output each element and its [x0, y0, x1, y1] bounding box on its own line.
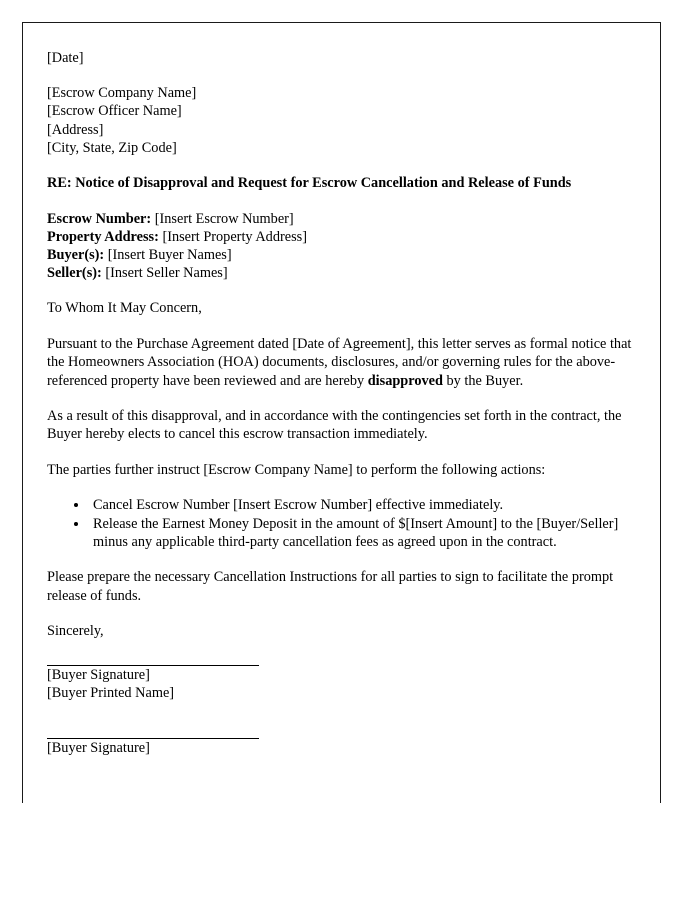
- paragraph-prepare-instructions: Please prepare the necessary Cancellation Instructions for all parties to sign to facilitate the prompt release of funds.: [47, 569, 614, 604]
- reference-field-buyers: [47, 246, 636, 264]
- paragraph-text-part-2: by the Buyer.: [442, 372, 524, 389]
- reference-fields-block: [47, 210, 636, 283]
- field-value: [Insert Property Address]: [162, 228, 307, 245]
- recipient-line: [Address]: [47, 121, 104, 138]
- field-label: Seller(s):: [47, 265, 102, 282]
- signature-label: [Buyer Signature]: [47, 740, 150, 757]
- printed-name-label: [Buyer Printed Name]: [47, 684, 175, 701]
- spacer-before-actions: [47, 479, 636, 496]
- spacer-after-reference: [47, 282, 636, 299]
- spacer-after-paragraph-4: [47, 605, 636, 622]
- salutation: To Whom It May Concern,: [47, 300, 202, 317]
- spacer-before-signature-1: [47, 641, 636, 665]
- document-page: [22, 22, 661, 803]
- spacer-after-salutation: [47, 318, 636, 335]
- reference-field-sellers: [47, 264, 636, 282]
- emphasis-disapproved: disapproved: [367, 372, 443, 389]
- spacer-before-signature-2: [47, 702, 636, 738]
- signature-block-buyer-2: [47, 738, 636, 757]
- spacer-top: [47, 23, 636, 49]
- signature-block-buyer-1: [47, 665, 636, 702]
- signature-label: [Buyer Signature]: [47, 666, 150, 683]
- action-item: • Release the Earnest Money Deposit in the amount of $[Insert Amount] to the [Buyer/Seller] minus any applicable third-party cancellation fees as agreed upon in the contract.: [89, 515, 636, 552]
- reference-field-property-address: [47, 228, 636, 246]
- field-label: Buyer(s):: [47, 247, 105, 264]
- spacer-after-paragraph-2: [47, 444, 636, 461]
- recipient-line: [Escrow Company Name]: [47, 85, 197, 102]
- field-label: Property Address:: [47, 228, 159, 245]
- action-items-list: [47, 496, 636, 551]
- paragraph-instructions-intro: The parties further instruct [Escrow Company Name] to perform the following actions:: [47, 461, 546, 478]
- action-item: • Cancel Escrow Number [Insert Escrow Number] effective immediately.: [89, 496, 636, 514]
- spacer-after-subject: [47, 193, 636, 210]
- spacer-after-actions: [47, 551, 636, 568]
- paragraph-text-part-1: Pursuant to the Purchase Agreement dated [Date of Agreement], this letter serves as formal notice that the Homeowners Association (HOA) documents, disclosures, and/or governing rules for the above-referenced property have been reviewed and are hereby: [47, 335, 632, 389]
- field-label: Escrow Number:: [47, 210, 152, 227]
- date-placeholder: [Date]: [47, 50, 84, 66]
- reference-field-escrow-number: [47, 210, 636, 228]
- field-value: [Insert Buyer Names]: [107, 247, 232, 264]
- spacer-after-paragraph-1: [47, 390, 636, 407]
- paragraph-disapproval-notice: [47, 335, 636, 390]
- recipient-line: [City, State, Zip Code]: [47, 139, 177, 156]
- field-value: [Insert Seller Names]: [105, 265, 228, 282]
- spacer-after-date: [47, 67, 636, 84]
- spacer-after-recipient: [47, 157, 636, 174]
- field-value: [Insert Escrow Number]: [154, 210, 294, 227]
- subject-line: RE: Notice of Disapproval and Request for Escrow Cancellation and Release of Funds: [47, 175, 572, 192]
- recipient-address-block: [47, 84, 636, 157]
- paragraph-cancellation-election: As a result of this disapproval, and in accordance with the contingencies set forth in the contract, the Buyer hereby elects to cancel this escrow transaction immediately.: [47, 408, 622, 443]
- recipient-line: [Escrow Officer Name]: [47, 103, 182, 120]
- document-body: [47, 23, 636, 757]
- closing-salutation: Sincerely,: [47, 623, 104, 640]
